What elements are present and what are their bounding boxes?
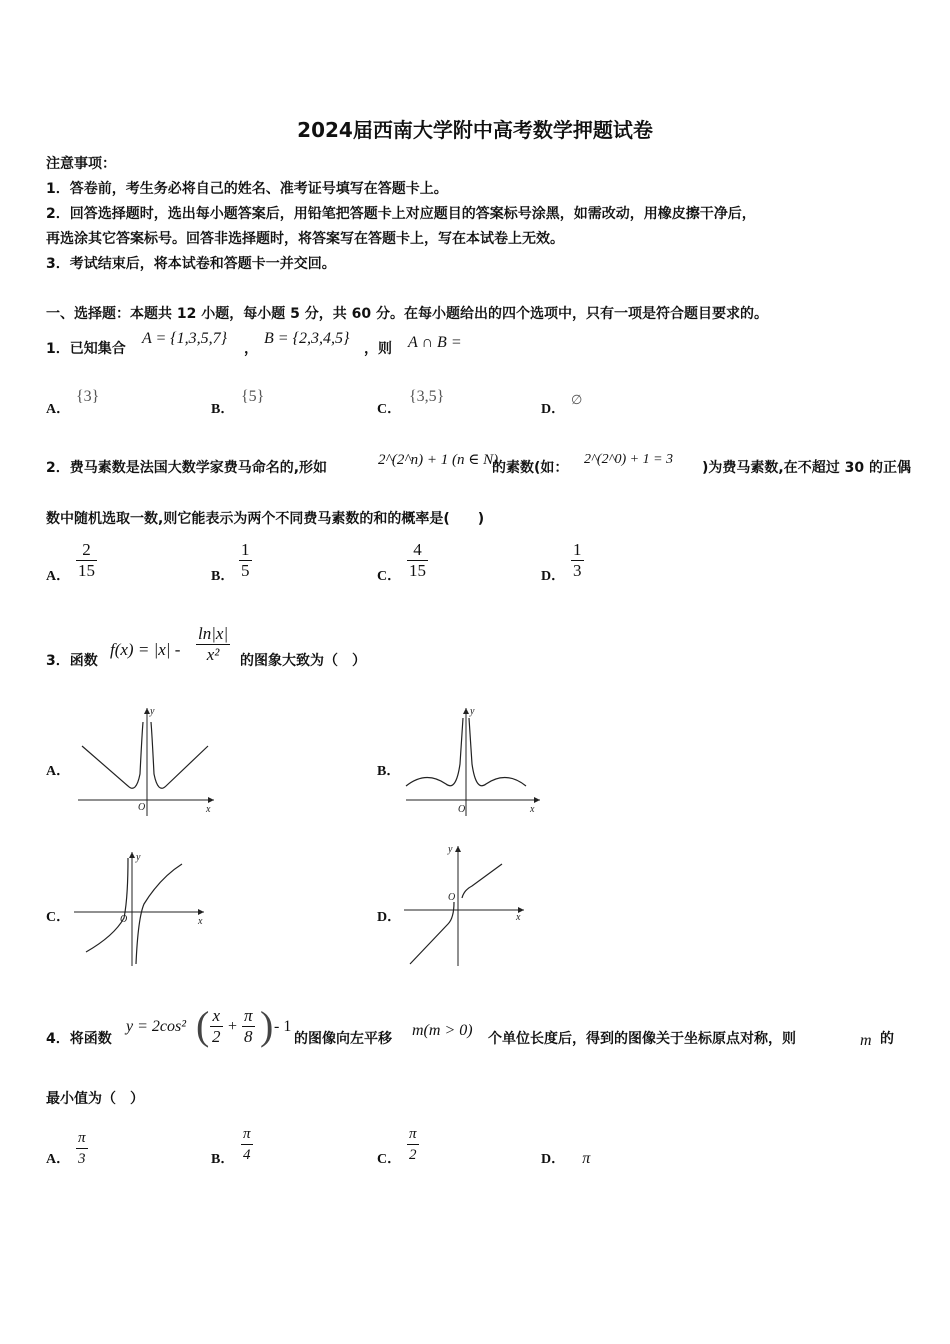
q3-prefix: 3．函数	[46, 653, 98, 669]
q3-option-b[interactable]: B．	[377, 764, 401, 779]
svg-text:y: y	[150, 706, 155, 717]
q3-graph-a	[70, 704, 220, 820]
notice-item-2: 2．回答选择题时，选出每小题答案后，用铅笔把答题卡上对应题目的答案标号涂黑，如需改动，用橡皮擦干净后，	[46, 206, 756, 222]
q4-m-expression: m(m > 0)	[412, 1022, 473, 1039]
svg-text:x: x	[206, 804, 211, 815]
notice-item-1: 1．答卷前，考生务必将自己的姓名、准考证号填写在答题卡上。	[46, 181, 448, 197]
q1-prefix: 1．已知集合	[46, 341, 126, 357]
q4-frac-a-den: 2	[212, 1027, 221, 1046]
q3-graph-b	[400, 704, 546, 820]
q4-line-2: 最小值为（ ）	[46, 1091, 144, 1107]
q4-frac-b-den: 8	[244, 1027, 253, 1046]
notice-item-3: 3．考试结束后，将本试卷和答题卡一并交回。	[46, 256, 336, 272]
q4-tail: - 1	[274, 1018, 292, 1035]
question-2	[46, 448, 911, 478]
q1-set-a: A = {1,3,5,7}	[142, 330, 228, 347]
q4-line1-suffix: 个单位长度后，得到的图像关于坐标原点对称，则	[488, 1031, 796, 1047]
q4-prefix: 4．将函数	[46, 1031, 112, 1047]
q1-comma: ，	[244, 341, 258, 357]
q2-mid: 的素数(如：	[492, 460, 569, 476]
q4-mid: 的图像向左平移	[294, 1031, 392, 1047]
svg-text:y: y	[448, 844, 453, 855]
q2-suffix: )为费马素数,在不超过 30 的正偶	[702, 460, 911, 476]
q3-option-c[interactable]: C．	[46, 910, 71, 925]
q1-suffix: ，则	[364, 341, 392, 357]
curve	[410, 864, 502, 964]
q4-lhs: y = 2cos²	[126, 1018, 187, 1035]
q2-formula: 2^(2^n) + 1 (n ∈ N)	[378, 452, 499, 468]
q3-fraction-denominator: x²	[206, 645, 220, 664]
q2-line-2: 数中随机选取一数,则它能表示为两个不同费马素数的和的概率是( )	[46, 511, 485, 527]
q3-graph-d	[400, 842, 530, 970]
svg-text:x: x	[530, 804, 535, 815]
svg-text:y: y	[470, 706, 475, 717]
svg-text:O: O	[138, 802, 146, 813]
q1-set-b: B = {2,3,4,5}	[264, 330, 350, 347]
q3-lhs: f(x) = |x| -	[110, 640, 181, 659]
question-3	[46, 624, 546, 672]
q4-option-d[interactable]: D． π	[541, 1150, 591, 1167]
svg-text:O: O	[120, 914, 128, 925]
notice-item-2-cont: 再选涂其它答案标号。回答非选择题时，将答案写在答题卡上，写在本试卷上无效。	[46, 231, 564, 247]
q4-m: m	[860, 1032, 872, 1049]
svg-text:y: y	[136, 852, 141, 863]
q2-example: 2^(2^0) + 1 = 3	[584, 452, 674, 467]
q1-expression: A ∩ B =	[408, 334, 462, 351]
q4-frac-b-num: π	[244, 1006, 253, 1025]
curve	[86, 858, 182, 964]
section-1-heading: 一、选择题：本题共 12 小题，每小题 5 分，共 60 分。在每小题给出的四个选项中，只有一项是符合题目要求的。	[46, 306, 768, 322]
q3-option-d[interactable]: D．	[377, 910, 402, 925]
svg-text:O: O	[458, 804, 466, 815]
q4-frac-a-num: x	[212, 1006, 221, 1025]
svg-text:O: O	[448, 892, 456, 903]
q4-de: 的	[880, 1031, 894, 1047]
q3-option-a[interactable]: A．	[46, 764, 71, 779]
page-title: 2024届西南大学附中高考数学押题试卷	[297, 118, 653, 142]
notice-heading: 注意事项：	[46, 156, 116, 172]
q2-prefix: 2．费马素数是法国大数学家费马命名的,形如	[46, 460, 328, 476]
q3-graph-c	[70, 848, 210, 970]
curve	[82, 722, 208, 788]
question-4: 4．将函数 y = 2cos² ( x 2 + π 8 ) - 1 的图像向左平移 m(m > 0) 个单位长度后，得到的图像关于坐标原点对称，则 m 的	[46, 1003, 894, 1049]
q3-fraction-numerator: ln|x|	[198, 624, 229, 643]
svg-text:x: x	[516, 912, 521, 923]
svg-text:x: x	[198, 916, 203, 927]
q3-suffix: 的图象大致为（ ）	[240, 653, 366, 669]
